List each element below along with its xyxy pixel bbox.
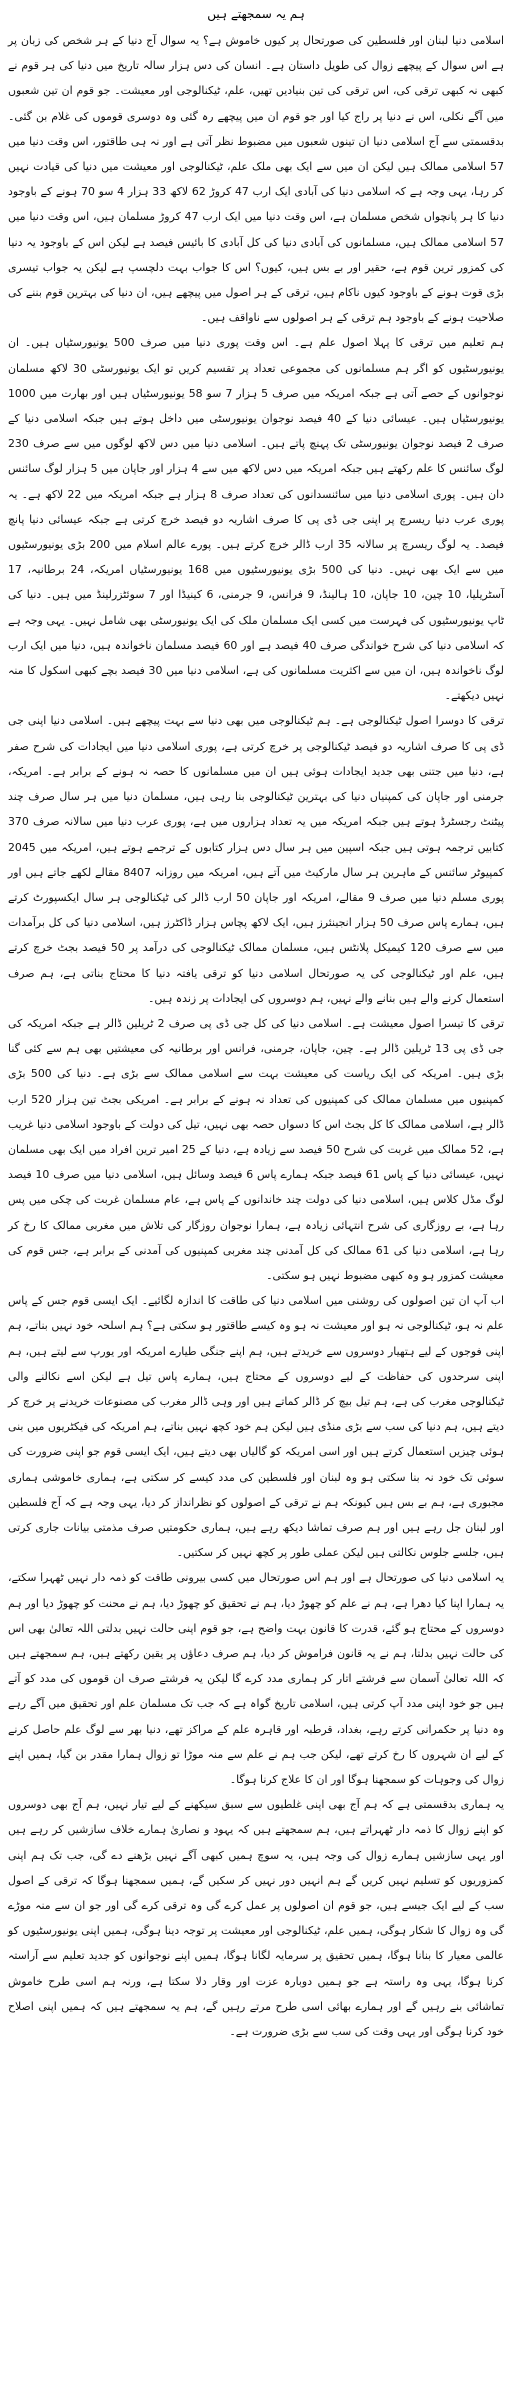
article-paragraph: ترقی کا دوسرا اصول ٹیکنالوجی ہے۔ ہم ٹیکنالوجی میں بھی دنیا سے بہت پیچھے ہیں۔ اسلامی دنیا اپنی جی ڈی پی کا صرف اشاریہ دو فیصد ٹیکنالوجی پر خرچ کرتی ہے، پوری اسلامی دنیا میں ایجادات کی شرح صفر ہے، دنیا میں جتنی بھی جدید ایجادات ہوئی ہیں ان میں مسلمانوں کا حصہ نہ ہونے کے برابر ہے۔ امریکہ، جرمنی اور جاپان کی کمپنیاں دنیا کی بہترین ٹیکنالوجی بنا رہی ہیں، مسلمان دنیا میں ہر سال صرف چند پیٹنٹ رجسٹرڈ ہوتے ہیں جبکہ امریکہ میں یہ تعداد ہزاروں میں ہے، پوری عرب دنیا میں سالانہ صرف 370 کتابیں ترجمہ ہوتی ہیں جبکہ اسپین میں ہر سال دس ہزار کتابوں کے ترجمے ہوتے ہیں، امریکہ میں 2045 کمپیوٹر سائنس کے ماہرین ہر سال مارکیٹ میں آتے ہیں، امریکہ میں روزانہ 8407 مقالے لکھے جاتے ہیں اور پوری مسلم دنیا میں صرف 9 مقالے، امریکہ اور جاپان 50 ارب ڈالر کی ٹیکنالوجی ہر سال ایکسپورٹ کرتے ہیں، ہمارے پاس صرف 50 ہزار انجینئرز ہیں، ایک لاکھ پچاس ہزار ڈاکٹرز ہیں، اسلامی دنیا کی کل برآمدات میں سے صرف 120 کیمیکل پلانٹس ہیں، مسلمان ممالک ٹیکنالوجی کی درآمد پر 50 فیصد بجٹ خرچ کرتے ہیں، علم اور ٹیکنالوجی کی یہ صورتحال اسلامی دنیا کو ترقی یافتہ دنیا کا محتاج بناتی ہے، ہم صرف استعمال کرنے والے ہیں بنانے والے نہیں، ہم دوسروں کی ایجادات پر زندہ ہیں۔ — [8, 714, 505, 1005]
article-paragraph: یہ ہماری بدقسمتی ہے کہ ہم آج بھی اپنی غلطیوں سے سبق سیکھنے کے لیے تیار نہیں، ہم آج بھی دوسروں کو اپنے زوال کا ذمہ دار ٹھہراتے ہیں، ہم سمجھتے ہیں کہ یہود و نصاریٰ ہمارے خلاف سازشیں کر رہے ہیں اور یہی سازشیں ہمارے زوال کی وجہ ہیں، یہ سوچ ہمیں کبھی آگے نہیں بڑھنے دے گی، جب تک ہم اپنی کمزوریوں کو تسلیم نہیں کریں گے ہم انہیں دور نہیں کر سکیں گے، ہمیں سمجھنا ہوگا کہ ترقی کے اصول سب کے لیے ایک جیسے ہیں، جو قوم ان اصولوں پر عمل کرے گی وہ ترقی کرے گی اور جو ان سے منہ موڑے گی وہ زوال کا شکار ہوگی، ہمیں علم، ٹیکنالوجی اور معیشت پر توجہ دینا ہوگی، ہمیں اپنی یونیورسٹیوں کو عالمی معیار کا بنانا ہوگا، ہمیں تحقیق پر سرمایہ لگانا ہوگا، ہمیں اپنے نوجوانوں کو جدید تعلیم سے آراستہ کرنا ہوگا، یہی وہ راستہ ہے جو ہمیں دوبارہ عزت اور وقار دلا سکتا ہے، ورنہ ہم اسی طرح خاموش تماشائی بنے رہیں گے اور ہمارے بھائی اسی طرح مرتے رہیں گے، ہم یہ سمجھتے ہیں کہ ہمیں اپنی اصلاح خود کرنا ہوگی اور یہی وقت کی سب سے بڑی ضرورت ہے۔ — [8, 1798, 504, 2039]
article-paragraph: یہ اسلامی دنیا کی صورتحال ہے اور ہم اس صورتحال میں کسی بیرونی طاقت کو ذمہ دار نہیں ٹھہرا سکتے، یہ ہمارا اپنا کیا دھرا ہے، ہم نے علم کو چھوڑ دیا، ہم نے تحقیق کو چھوڑ دیا، ہم نے محنت کو چھوڑ دیا اور ہم دوسروں کے محتاج ہو گئے، قدرت کا قانون بہت واضح ہے، جو قوم اپنی حالت نہیں بدلتی اللہ تعالیٰ بھی اس کی حالت نہیں بدلتا، ہم نے یہ قانون فراموش کر دیا، ہم صرف دعاؤں پر یقین رکھتے ہیں، ہم سمجھتے ہیں کہ اللہ تعالیٰ آسمان سے فرشتے اتار کر ہماری مدد کرے گا لیکن یہ فرشتے صرف ان قوموں کی مدد کو آتے ہیں جو خود اپنی مدد آپ کرتی ہیں، اسلامی تاریخ گواہ ہے کہ جب تک مسلمان علم اور تحقیق میں آگے رہے وہ دنیا پر حکمرانی کرتے رہے، بغداد، قرطبہ اور قاہرہ علم کے مراکز تھے، دنیا بھر سے لوگ علم حاصل کرنے کے لیے ان شہروں کا رخ کرتے تھے، لیکن جب ہم نے علم سے منہ موڑا تو زوال ہمارا مقدر بن گیا، ہمیں اپنے زوال کی وجوہات کو سمجھنا ہوگا اور ان کا علاج کرنا ہوگا۔ — [8, 1571, 504, 1787]
article-headline: ہم یہ سمجھتے ہیں — [207, 7, 305, 21]
article-paragraph: اب آپ ان تین اصولوں کی روشنی میں اسلامی دنیا کی طاقت کا اندازہ لگائیے۔ ایک ایسی قوم جس کے پاس علم نہ ہو، ٹیکنالوجی نہ ہو اور معیشت نہ ہو وہ کیسے طاقتور ہو سکتی ہے؟ ہم اسلحہ خود نہیں بناتے، ہم اپنی فوجوں کے لیے ہتھیار دوسروں سے خریدتے ہیں، ہم اپنے جنگی طیارے امریکہ اور یورپ سے لیتے ہیں، ہم اپنی سرحدوں کی حفاظت کے لیے دوسروں کے محتاج ہیں، ہمارے پاس تیل ہے لیکن اسے نکالنے والی ٹیکنالوجی مغرب کی ہے، ہم تیل بیچ کر ڈالر کماتے ہیں اور وہی ڈالر مغرب کی مصنوعات خریدنے پر خرچ کر دیتے ہیں، ہم دنیا کی سب سے بڑی منڈی ہیں لیکن ہم خود کچھ نہیں بناتے، ہم امریکہ کی فیکٹریوں میں بنی ہوئی چیزیں استعمال کرتے ہیں اور اسی امریکہ کو گالیاں بھی دیتے ہیں، ایک ایسی قوم جو اپنی ضرورت کی سوئی تک خود نہ بنا سکتی ہو وہ لبنان اور فلسطین کی مدد کیسے کر سکتی ہے، ہماری خاموشی ہماری مجبوری ہے، ہم بے بس ہیں کیونکہ ہم نے ترقی کے اصولوں کو نظرانداز کر دیا، یہی وجہ ہے کہ آج فلسطین اور لبنان جل رہے ہیں اور ہم صرف تماشا دیکھ رہے ہیں، ہماری حکومتیں صرف مذمتی بیانات جاری کرتی ہیں، جلسے جلوس نکالتی ہیں لیکن عملی طور پر کچھ نہیں کر سکتیں۔ — [8, 1294, 504, 1560]
article-paragraph: ہم تعلیم میں ترقی کا پہلا اصول علم ہے۔ اس وقت پوری دنیا میں صرف 500 یونیورسٹیاں ہیں۔ ان یونیورسٹیوں کو اگر ہم مسلمانوں کی مجموعی تعداد پر تقسیم کریں تو ایک یونیورسٹی 30 لاکھ مسلمان نوجوانوں کے حصے آتی ہے جبکہ امریکہ میں صرف 5 ہزار 7 سو 58 یونیورسٹیاں ہیں اور بھارت میں 1000 یونیورسٹیاں ہیں۔ عیسائی دنیا کے 40 فیصد نوجوان یونیورسٹی میں داخل ہوتے ہیں جبکہ اسلامی دنیا کے صرف 2 فیصد نوجوان یونیورسٹی تک پہنچ پاتے ہیں۔ اسلامی دنیا میں دس لاکھ لوگوں میں سے صرف 230 لوگ سائنس کا علم رکھتے ہیں جبکہ امریکہ میں دس لاکھ میں سے 4 ہزار اور جاپان میں 5 ہزار لوگ سائنس دان ہیں۔ پوری اسلامی دنیا میں سائنسدانوں کی تعداد صرف 8 ہزار ہے جبکہ امریکہ میں 22 لاکھ ہے۔ یہ پوری عرب دنیا ریسرچ پر اپنی جی ڈی پی کا صرف اشاریہ دو فیصد خرچ کرتی ہے جبکہ عیسائی دنیا پانچ فیصد۔ یہ لوگ ریسرچ پر سالانہ 35 ارب ڈالر خرچ کرتے ہیں۔ پورے عالم اسلام میں 200 بڑی یونیورسٹیوں میں سے ایک بھی نہیں۔ دنیا کی 500 بڑی یونیورسٹیوں میں 168 یونیورسٹیاں امریکہ، 24 برطانیہ، 17 آسٹریلیا، 10 چین، 10 جاپان، 10 ہالینڈ، 9 فرانس، 9 جرمنی، 6 کینیڈا اور 7 سوئٹزرلینڈ میں ہیں۔ دنیا کی ٹاپ یونیورسٹیوں کی فہرست میں کسی ایک مسلمان ملک کی ایک یونیورسٹی بھی شامل نہیں۔ یہی وجہ ہے کہ اسلامی دنیا کی شرح خواندگی صرف 40 فیصد ہے اور 60 فیصد مسلمان ناخواندہ ہیں، دنیا میں ایک ارب لوگ ناخواندہ ہیں، ان میں سے اکثریت مسلمانوں کی ہے، اسلامی دنیا میں 30 فیصد بچے کبھی اسکول کا منہ نہیں دیکھتے۔ — [8, 336, 505, 703]
article-body — [8, 28, 504, 2044]
article-paragraph: اسلامی دنیا لبنان اور فلسطین کی صورتحال پر کیوں خاموش ہے؟ یہ سوال آج دنیا کے ہر شخص کی زبان پر ہے اس سوال کے پیچھے زوال کی طویل داستان ہے۔ انسان کی دس ہزار سالہ تاریخ میں دنیا کی ہر قوم نے کبھی نہ کبھی ترقی کی، اس ترقی کی تین بنیادیں تھیں، علم، ٹیکنالوجی اور معیشت۔ جو قوم ان تین شعبوں میں آگے نکلی، اس نے دنیا پر راج کیا اور جو قوم ان میں پیچھے رہ گئی وہ دوسری قوموں کی غلام بن گئی۔ بدقسمتی سے آج اسلامی دنیا ان تینوں شعبوں میں مضبوط نظر آتی ہے اور نہ ہی طاقتور، اس وقت دنیا میں 57 اسلامی ممالک ہیں لیکن ان میں سے ایک بھی ملک علم، ٹیکنالوجی اور معیشت میں دنیا کی قیادت نہیں کر رہا، یہی وجہ ہے کہ اسلامی دنیا کی آبادی ایک ارب 47 کروڑ 62 لاکھ 33 ہزار 4 سو 70 ہونے کے باوجود دنیا کا ہر پانچواں شخص مسلمان ہے، اس وقت دنیا میں ایک ارب 47 کروڑ مسلمان ہیں، اس وقت دنیا میں 57 اسلامی ممالک ہیں، مسلمانوں کی آبادی دنیا کی کل آبادی کا بائیس فیصد ہے لیکن اس کے باوجود یہ دنیا کی کمزور ترین قوم ہے، حقیر اور بے بس ہیں، کیوں؟ اس کا جواب بہت دلچسپ ہے لیکن یہ جواب تیسری بڑی قوت ہونے کے باوجود کیوں ناکام ہیں، ترقی کے ہر اصول میں پیچھے ہیں، ان دنیا کی بہترین قوم بننے کی صلاحیت ہونے کے باوجود ہم ترقی کے ہر اصولوں سے ناواقف ہیں۔ — [8, 34, 504, 325]
article-paragraph: ترقی کا تیسرا اصول معیشت ہے۔ اسلامی دنیا کی کل جی ڈی پی صرف 2 ٹریلین ڈالر ہے جبکہ امریکہ کی جی ڈی پی 13 ٹریلین ڈالر ہے۔ چین، جاپان، جرمنی، فرانس اور برطانیہ کی معیشتیں بھی ہم سے کئی گنا بڑی ہیں۔ امریکہ کی ایک ریاست کی معیشت بہت سے اسلامی ممالک سے بڑی ہے۔ دنیا کی 500 بڑی کمپنیوں میں مسلمان ممالک کی کمپنیوں کی تعداد نہ ہونے کے برابر ہے۔ امریکی بجٹ تین ہزار 520 ارب ڈالر ہے، اسلامی ممالک کا کل بجٹ اس کا دسواں حصہ بھی نہیں، تیل کی دولت کے باوجود اسلامی دنیا غریب ہے، 52 ممالک میں غربت کی شرح 50 فیصد سے زیادہ ہے، دنیا کے 25 امیر ترین افراد میں ایک بھی مسلمان نہیں، عیسائی دنیا کے پاس 61 فیصد جبکہ ہمارے پاس 6 فیصد وسائل ہیں، اسلامی دنیا میں صرف 10 فیصد لوگ مڈل کلاس ہیں، اسلامی دنیا کی دولت چند خاندانوں کے پاس ہے، عام مسلمان غربت کی چکی میں پس رہا ہے، بے روزگاری کی شرح انتہائی زیادہ ہے، ہمارا نوجوان روزگار کی تلاش میں مغربی ممالک کا رخ کر رہا ہے، اسلامی دنیا کی 61 ممالک کی کل آمدنی چند مغربی کمپنیوں کی آمدنی کے برابر ہے، جس قوم کی معیشت کمزور ہو وہ کبھی مضبوط نہیں ہو سکتی۔ — [8, 1016, 505, 1282]
